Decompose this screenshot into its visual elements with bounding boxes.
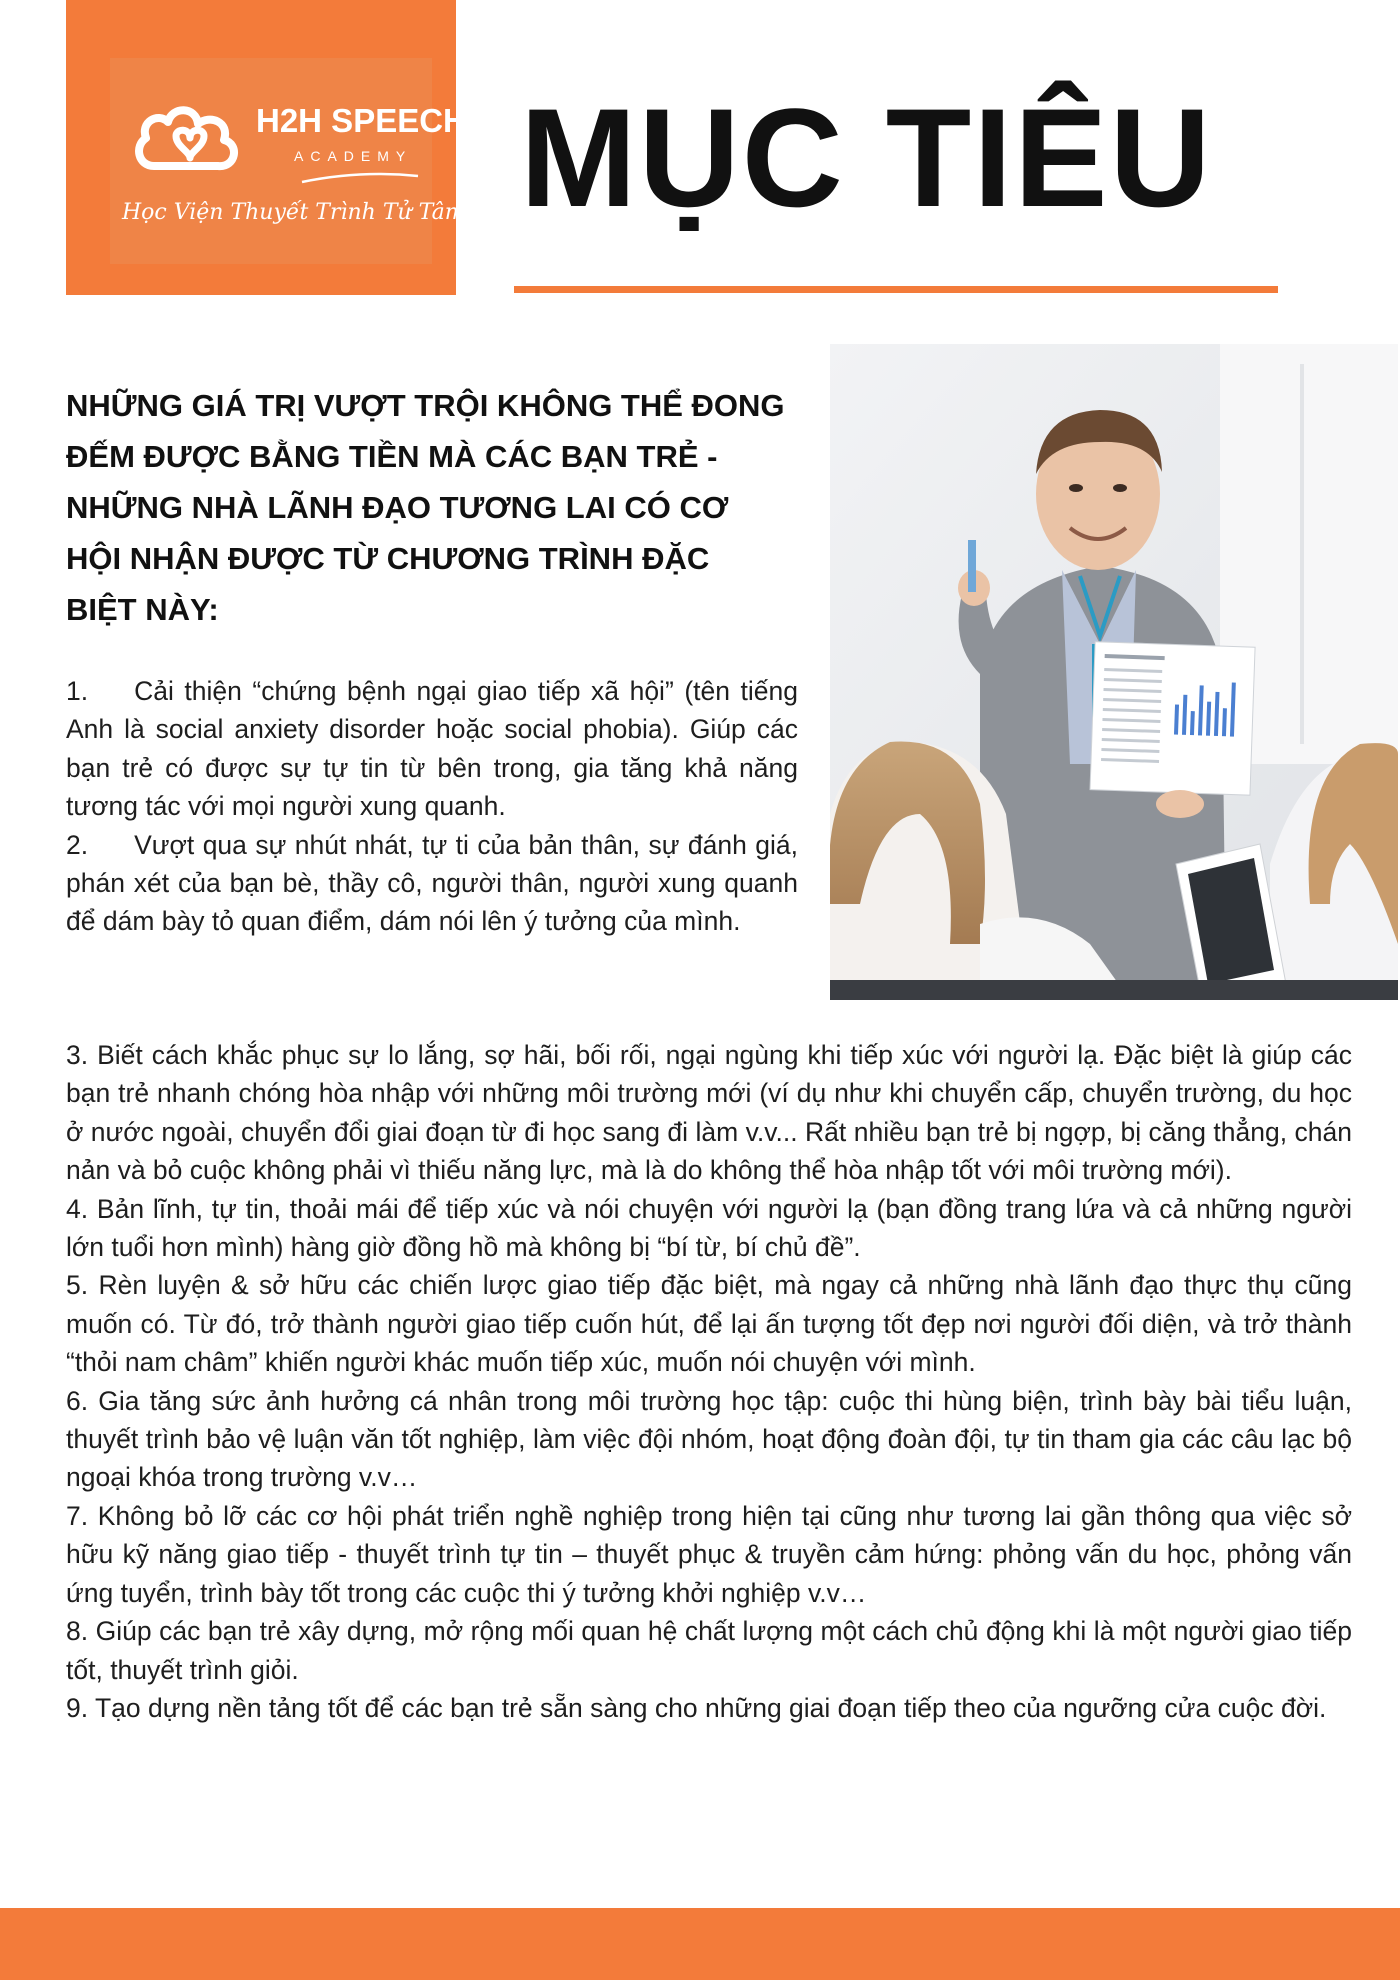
list-item <box>66 1036 1352 1190</box>
list-item <box>66 1190 1352 1267</box>
item-text: Giúp các bạn trẻ xây dựng, mở rộng mối quan hệ chất lượng một cách chủ động khi là một người giao tiếp tốt, thuyết trình giỏi. <box>66 1616 1352 1685</box>
page-title: MỤC TIÊU <box>520 79 1213 236</box>
full-width-list <box>66 1036 1352 1727</box>
item-text: Gia tăng sức ảnh hưởng cá nhân trong môi trường học tập: cuộc thi hùng biện, trình bày bài tiểu luận, thuyết trình bảo vệ luận văn tốt nghiệp, làm việc đội nhóm, hoạt động đoàn đội, tự tin tham gia các câu lạc bộ ngoại khóa trong trường v.v… <box>66 1385 1352 1493</box>
item-text: Vượt qua sự nhút nhát, tự ti của bản thân, sự đánh giá, phán xét của bạn bè, thầy cô, người thân, người xung quanh để dám bày tỏ quan điểm, dám nói lên ý tưởng của mình. <box>66 829 798 937</box>
logo-subtitle: ACADEMY <box>294 148 413 164</box>
title-underline <box>514 286 1278 293</box>
cloud-heart-logo-icon <box>132 96 250 178</box>
item-number: 2. <box>66 829 89 860</box>
item-number: 9. <box>66 1692 89 1723</box>
item-text: Không bỏ lỡ các cơ hội phát triển nghề nghiệp trong hiện tại cũng như tương lai gần thông qua việc sở hữu kỹ năng giao tiếp - thuyết trình tự tin – thuyết phục & truyền cảm hứng: phỏng vấn du học, phỏng vấn ứng tuyển, trình bày tốt trong các cuộc thi ý tưởng khởi nghiệp v.v… <box>66 1500 1352 1608</box>
logo-inner-panel <box>110 58 467 264</box>
item-number: 3. <box>66 1040 89 1070</box>
list-item <box>66 1689 1352 1727</box>
section-heading: NHỮNG GIÁ TRỊ VƯỢT TRỘI KHÔNG THỂ ĐONG ĐẾM ĐƯỢC BẰNG TIỀN MÀ CÁC BẠN TRẺ - NHỮNG NHÀ LÃNH ĐẠO TƯƠNG LAI CÓ CƠ HỘI NHẬN ĐƯỢC TỪ CHƯƠNG TRÌNH ĐẶC BIỆT NÀY: <box>66 388 785 627</box>
footer-bar <box>0 1908 1400 1980</box>
item-text: Rèn luyện & sở hữu các chiến lược giao tiếp đặc biệt, mà ngay cả những nhà lãnh đạo thực thụ cũng muốn có. Từ đó, trở thành người giao tiếp cuốn hút, để lại ấn tượng tốt đẹp nơi người đối diện, và trở thành “thỏi nam châm” khiến người khác muốn tiếp xúc, muốn nói chuyện với mình. <box>66 1270 1352 1378</box>
item-number: 8. <box>66 1616 89 1647</box>
item-number: 4. <box>66 1193 89 1224</box>
list-item <box>66 1266 1352 1381</box>
list-item <box>66 1382 1352 1497</box>
list-item <box>66 672 798 826</box>
logo-name: H2H SPEECH <box>256 102 467 139</box>
swoosh-icon <box>300 170 420 184</box>
list-item <box>66 826 798 941</box>
intro-list <box>66 672 798 941</box>
item-number: 7. <box>66 1500 89 1531</box>
teacher-presentation-photo <box>830 344 1398 1000</box>
item-text: Tạo dựng nền tảng tốt để các bạn trẻ sẵn sàng cho những giai đoạn tiếp theo của ngưỡng cửa cuộc đời. <box>95 1692 1327 1723</box>
item-text: Biết cách khắc phục sự lo lắng, sợ hãi, bối rối, ngại ngùng khi tiếp xúc với người lạ. Đặc biệt là giúp các bạn trẻ nhanh chóng hòa nhập với những môi trường mới (ví dụ như khi chuyển cấp, chuyển trường, du học ở nước ngoài, chuyển đổi giai đoạn từ đi học sang đi làm v.v... Rất nhiều bạn trẻ bị ngợp, bị căng thẳng, chán nản và bỏ cuộc không phải vì thiếu năng lực, mà là do không thể hòa nhập tốt với môi trường mới). <box>66 1040 1352 1186</box>
item-number: 1. <box>66 676 89 706</box>
item-text: Bản lĩnh, tự tin, thoải mái để tiếp xúc và nói chuyện với người lạ (bạn đồng trang lứa và cả những người lớn tuổi hơn mình) hàng giờ đồng hồ mà không bị “bí từ, bí chủ đề”. <box>66 1193 1352 1263</box>
logo-tagline: Học Viện Thuyết Trình Tử Tâm <box>122 200 466 225</box>
logo-block <box>66 0 467 295</box>
list-item <box>66 1497 1352 1612</box>
list-item <box>66 1612 1352 1689</box>
item-text: Cải thiện “chứng bệnh ngại giao tiếp xã hội” (tên tiếng Anh là social anxiety disorder hoặc social phobia). Giúp các bạn trẻ có được sự tự tin từ bên trong, gia tăng khả năng tương tác với mọi người xung quanh. <box>66 676 798 822</box>
item-number: 5. <box>66 1270 89 1301</box>
item-number: 6. <box>66 1385 89 1416</box>
